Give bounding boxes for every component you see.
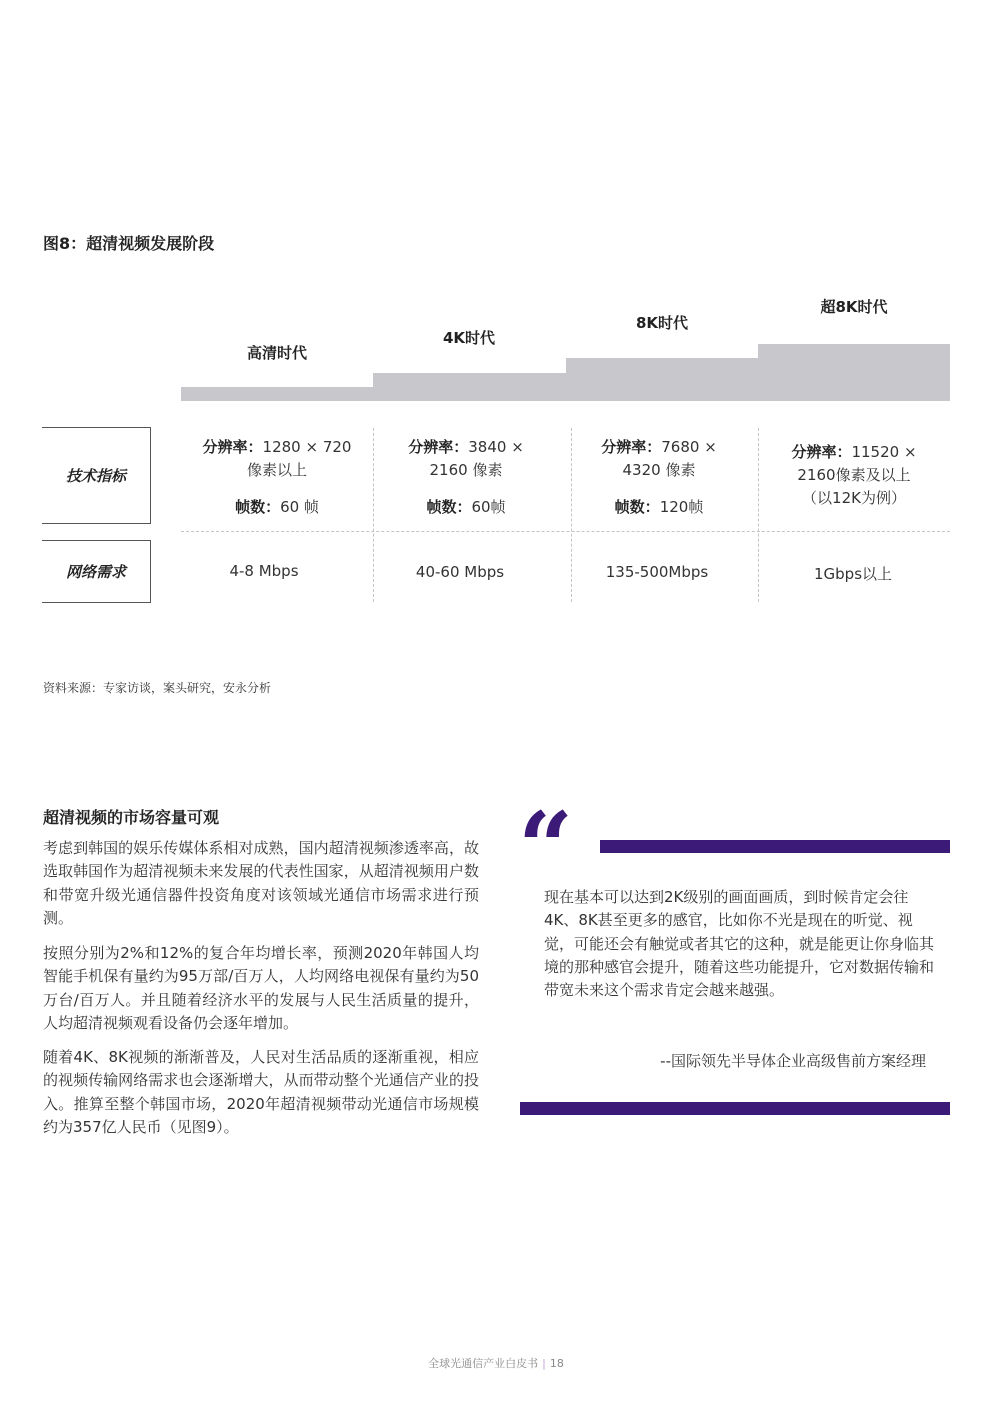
quote-bar-bottom <box>520 1102 950 1115</box>
section-title: 超清视频的市场容量可观 <box>43 808 220 827</box>
era-label-8k: 8K时代 <box>635 314 689 332</box>
network-cell-hd: 4-8 Mbps <box>229 562 299 580</box>
era-step-4k <box>373 373 566 401</box>
figure-title: 图8：超清视频发展阶段 <box>43 234 215 253</box>
network-cell-8k: 135-500Mbps <box>605 563 709 581</box>
row-divider <box>181 531 950 532</box>
quote-attribution: --国际领先半导体企业高级售前方案经理 <box>660 1052 926 1070</box>
era-step-hd <box>181 387 373 401</box>
era-label-super8k: 超8K时代 <box>820 298 888 316</box>
quote-mark-icon: “ <box>518 791 574 904</box>
row-label-tech: 技术指标 <box>42 427 151 524</box>
tech-cell-8k: 分辨率：7680 × 4320 像素 帧数：120帧 <box>601 438 717 516</box>
tech-cell-hd: 分辨率：1280 × 720 像素以上 帧数：60 帧 <box>202 438 352 516</box>
figure-source: 资料来源：专家访谈，案头研究，安永分析 <box>43 681 272 695</box>
page-footer <box>0 1355 992 1371</box>
network-cell-super8k: 1Gbps以上 <box>813 565 893 583</box>
tech-cell-super8k: 分辨率：11520 × 2160像素及以上 （以12K为例） <box>791 443 917 507</box>
paragraph: 随着4K、8K视频的渐渐普及，人民对生活品质的逐渐重视，相应的视频传输网络需求也会逐渐增大，从而带动整个光通信产业的投入。推算至整个韩国市场，2020年超清视频带动光通信市场规模约为357亿人民币（见图9）。 <box>43 1048 479 1136</box>
footer-title: 全球光通信产业白皮书 <box>428 1357 539 1370</box>
paragraph: 按照分别为2%和12%的复合年均增长率，预测2020年韩国人均智能手机保有量约为95万部/百万人，人均网络电视保有量约为50万台/百万人。并且随着经济水平的发展与人民生活质量的提升，人均超清视频观看设备仍会逐年增加。 <box>43 944 479 1032</box>
era-label-hd: 高清时代 <box>246 344 307 362</box>
row-label-network: 网络需求 <box>42 540 151 603</box>
era-step-8k <box>566 358 758 401</box>
era-label-4k: 4K时代 <box>442 329 496 347</box>
era-step-super8k <box>758 344 950 401</box>
quote-bar-top <box>600 840 950 853</box>
footer-separator: | <box>542 1357 546 1370</box>
paragraph: 考虑到韩国的娱乐传媒体系相对成熟，国内超清视频渗透率高，故选取韩国作为超清视频未来发展的代表性国家，从超清视频用户数和带宽升级光通信器件投资角度对该领域光通信市场需求进行预测。 <box>43 839 479 927</box>
quote-text: 现在基本可以达到2K级别的画面画质，到时候肯定会往4K、8K甚至更多的感官，比如你不光是现在的听觉、视觉，可能还会有触觉或者其它的这种，就是能更让你身临其境的那种感官会提升，随着这些功能提升，它对数据传输和带宽未来这个需求肯定会越来越强。 <box>544 888 935 1000</box>
page-number: 18 <box>549 1357 564 1370</box>
tech-cell-4k: 分辨率：3840 × 2160 像素 帧数：60帧 <box>408 438 524 516</box>
network-cell-4k: 40-60 Mbps <box>415 563 505 581</box>
